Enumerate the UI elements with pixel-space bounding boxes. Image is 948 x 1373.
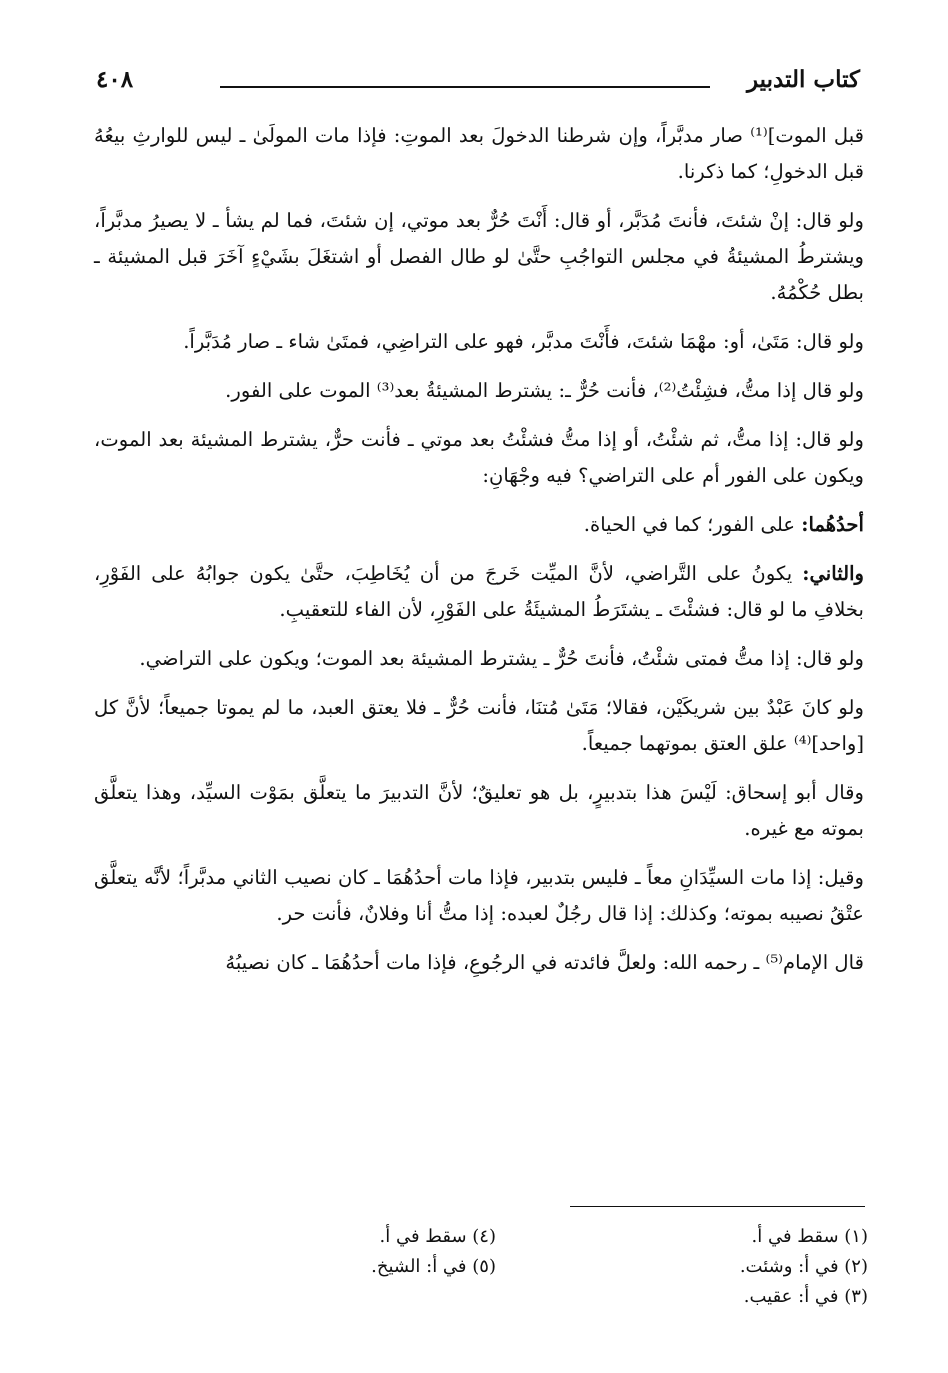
paragraph-text: ولو قال: إذا متُّ، ثم شئْتُ، أو إذا متُّ فشئْتُ بعد موتي ـ فأنت حرٌّ، يشترط المشيئة بعد الموت، ويكون على الفور أم على التراضي؟ فيه وجْهَانِ: — [94, 428, 864, 487]
running-header — [96, 64, 860, 104]
paragraph-lead: أحدُهُما: — [801, 513, 864, 536]
paragraph — [94, 860, 864, 932]
paragraph-text: قال الإمام⁽⁵⁾ ـ رحمه الله: ولعلَّ فائدته في الرجُوعِ، فإذا مات أحدُهُمَا ـ كان نصيبُهُ — [225, 951, 864, 974]
footnote: (٥) في أ: الشيخ. — [371, 1256, 496, 1277]
header-rule — [220, 86, 710, 88]
paragraph — [94, 373, 864, 409]
footnote: (٤) سقط في أ. — [379, 1226, 496, 1247]
chapter-title: كتاب التدبير — [746, 66, 860, 93]
footnotes-column-left — [371, 1222, 496, 1282]
paragraph-text: ولو قال: إنْ شئتَ، فأنتَ مُدَبَّر، أو قال: أَنْتَ حُرٌّ بعد موتي، إن شئتَ، فما لم يشأ ـ لا يصيرُ مدبَّراً، ويشترطُ المشيئةُ في مجلس التواجُبِ حتَّىٰ لو طال الفصل أو اشتغَلَ بشَيْءٍ آخَرَ قبل المشيئة ـ بطل حُكْمُهُ. — [94, 209, 864, 304]
paragraph — [94, 556, 864, 628]
paragraph-text: وقيل: إذا مات السيِّدَانِ معاً ـ فليس بتدبير، فإذا مات أحدُهُمَا ـ كان نصيب الثاني مدبَّراً؛ لأنَّه يتعلَّق عتْقُ نصيبه بموته؛ وكذلك: إذا قال رجُلٌ لعبده: إذا متُّ أنا وفلانٌ، فأنت حر. — [94, 866, 864, 925]
paragraph-text: على الفور؛ كما في الحياة. — [583, 513, 802, 536]
paragraph — [94, 641, 864, 677]
paragraph — [94, 203, 864, 311]
footnotes-column-right — [740, 1222, 868, 1312]
paragraph-text: وقال أبو إسحاق: لَيْسَ هذا بتدبيرٍ، بل هو تعليقٌ؛ لأنَّ التدبيرَ ما يتعلَّق بمَوْت السيِّد، وهذا يتعلَّق بموته مع غيره. — [94, 781, 864, 840]
paragraph-text: ولو قال إذا متُّ، فشِئْتُ⁽²⁾، فأنت حُرٌّ ـ: يشترط المشيئةُ بعد⁽³⁾ الموت على الفور. — [225, 379, 864, 402]
paragraph-text: ولو قال: مَتَىٰ، أو: مهْمَا شئتَ، فأَنْتَ مدبَّر، فهو على التراضِي، فمتَىٰ شاء ـ صار مُدَبَّراً. — [183, 330, 864, 353]
footnote-rule — [570, 1206, 865, 1207]
footnote: (٢) في أ: وشئت. — [739, 1256, 868, 1277]
paragraph-text: يكونُ على التَّراضي، لأنَّ الميِّت خَرجَ من أن يُخَاطِبَ، حتَّىٰ يكون جوابُهُ على الفَوْرِ، بخلافِ ما لو قال: فشئْتَ ـ يشتَرَطُ المشيئَةُ على الفَوْرِ، لأن الفاء للتعقيبِ. — [94, 562, 864, 621]
main-text — [94, 118, 864, 994]
footnote: (٣) في أ: عقيب. — [743, 1286, 868, 1307]
paragraph-text: قبل الموت]⁽¹⁾ صار مدبَّراً، وإن شرطنا الدخولَ بعد الموتِ: فإذا مات المولَىٰ ـ ليس للوارثِ بيعُهُ قبل الدخولِ؛ كما ذكرنا. — [94, 124, 864, 183]
paragraph — [94, 507, 864, 543]
paragraph — [94, 775, 864, 847]
paragraph — [94, 690, 864, 762]
paragraph — [94, 118, 864, 190]
page-number: ٤٠٨ — [96, 66, 134, 93]
paragraph — [94, 945, 864, 981]
footnote: (١) سقط في أ. — [751, 1226, 868, 1247]
paragraph-text: ولو كانَ عَبْدٌ بين شريكَيْن، فقالا؛ مَتَىٰ مُتنَا، فأنت حُرٌّ ـ فلا يعتق العبد، ما لم يموتا جميعاً؛ لأنَّ كل [واحد]⁽⁴⁾ علق العتق بموتهما جميعاً. — [94, 696, 864, 755]
paragraph-text: ولو قال: إذا متُّ فمتى شئْتُ، فأنتَ حُرٌّ ـ يشترط المشيئة بعد الموت؛ ويكون على التراضي. — [139, 647, 864, 670]
paragraph — [94, 324, 864, 360]
paragraph — [94, 422, 864, 494]
paragraph-lead: والثاني: — [802, 562, 864, 585]
